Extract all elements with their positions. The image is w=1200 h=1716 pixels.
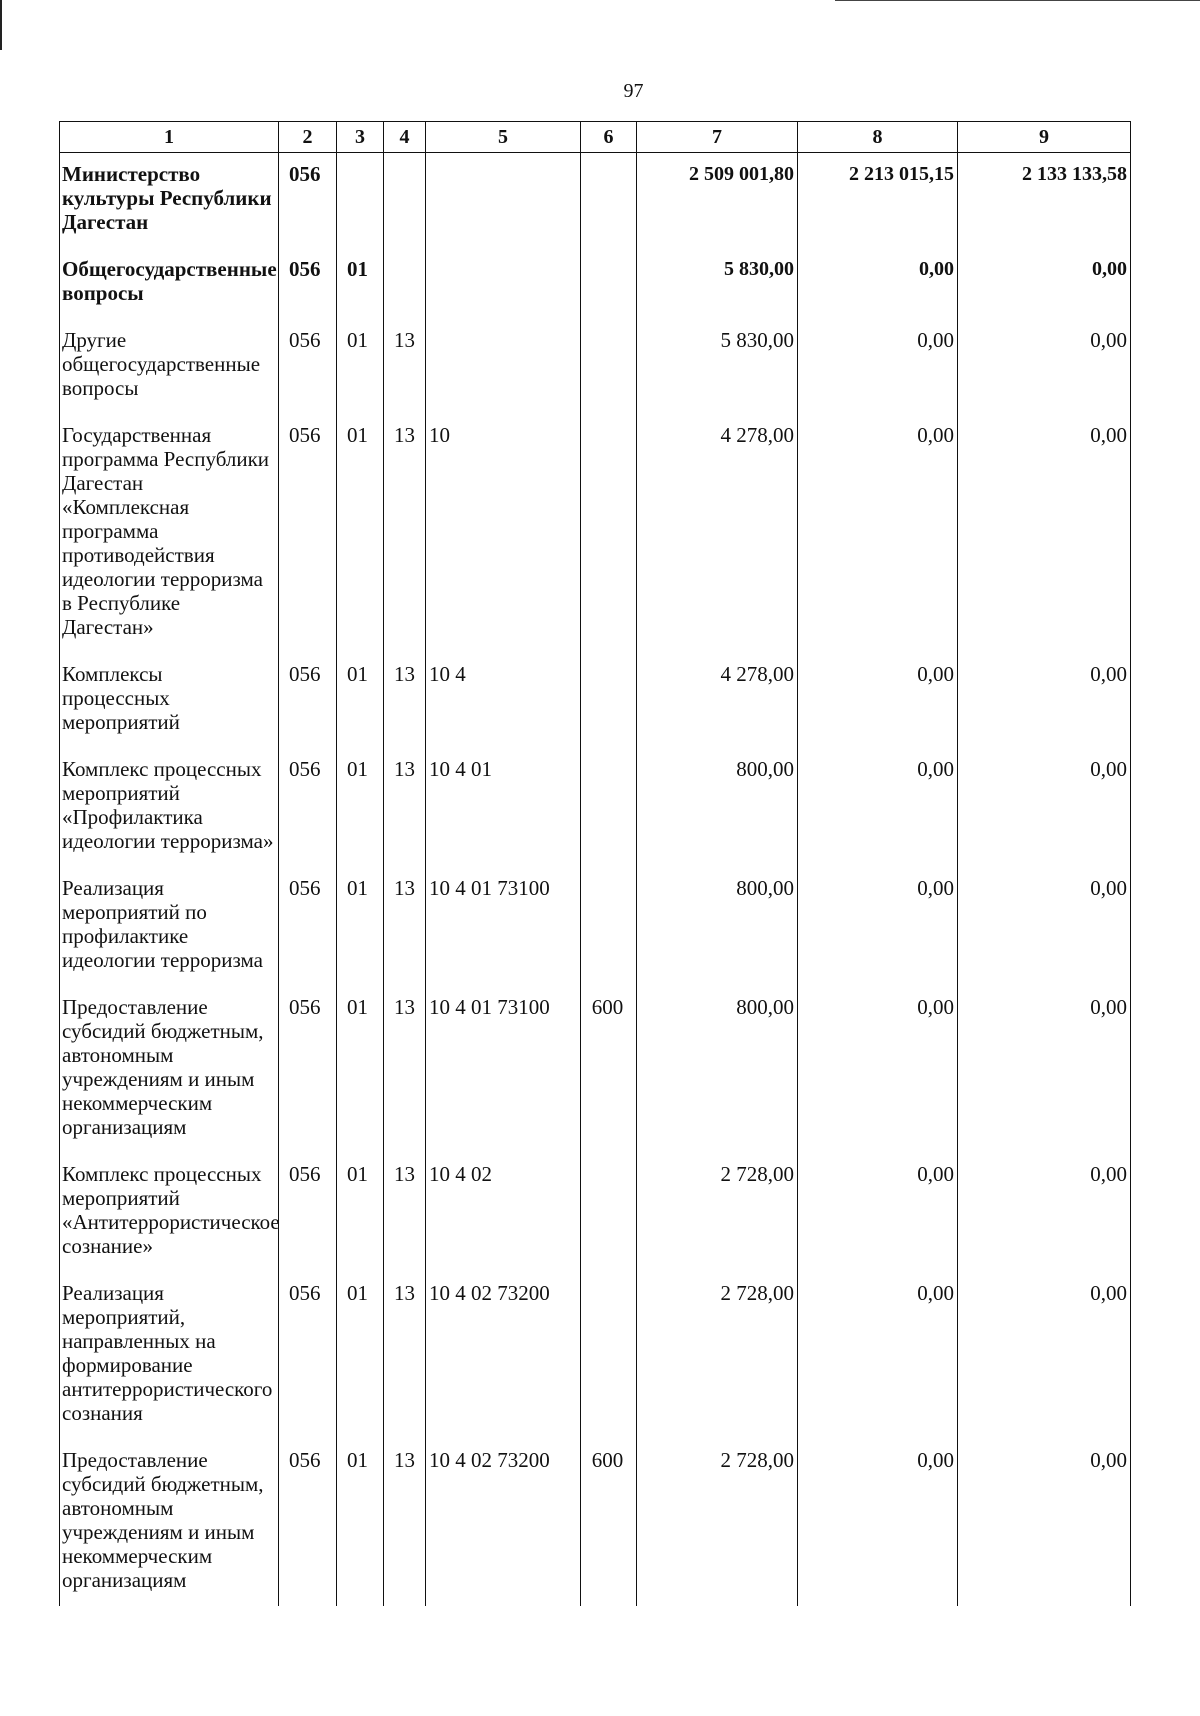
- row-amount-7: 4 278,00: [637, 414, 798, 653]
- row-amount-9: 0,00: [958, 414, 1131, 653]
- row-code-3: 01: [337, 414, 384, 653]
- row-code-3: 01: [337, 748, 384, 867]
- row-amount-8: 0,00: [798, 867, 958, 986]
- header-col-8: 8: [798, 122, 958, 153]
- row-code-5: 10 4 02 73200: [426, 1272, 581, 1439]
- row-code-5: 10 4 01 73100: [426, 986, 581, 1153]
- table-row: [60, 1272, 1131, 1439]
- row-code-3: 01: [337, 1153, 384, 1272]
- scan-top-rule: [835, 0, 1200, 1]
- row-amount-8: 0,00: [798, 653, 958, 748]
- row-code-2: 056: [279, 248, 337, 319]
- row-code-3: 01: [337, 1439, 384, 1606]
- row-amount-9: 2 133 133,58: [958, 153, 1131, 249]
- row-amount-7: 800,00: [637, 986, 798, 1153]
- header-col-6: 6: [581, 122, 637, 153]
- row-amount-7: 5 830,00: [637, 319, 798, 414]
- row-amount-9: 0,00: [958, 653, 1131, 748]
- header-col-1: 1: [60, 122, 279, 153]
- row-code-5: [426, 319, 581, 414]
- table-row: [60, 1439, 1131, 1606]
- row-amount-8: 0,00: [798, 986, 958, 1153]
- budget-table: [59, 121, 1131, 1606]
- row-name: Предоставление субсидий бюджетным, автономным учреждениям и иным некоммерческим организациям: [60, 1439, 279, 1606]
- row-code-6: [581, 248, 637, 319]
- row-code-5: 10 4 02 73200: [426, 1439, 581, 1606]
- table-row: [60, 414, 1131, 653]
- row-code-5: 10 4: [426, 653, 581, 748]
- row-amount-8: 2 213 015,15: [798, 153, 958, 249]
- row-code-5: [426, 248, 581, 319]
- row-code-4: 13: [384, 1272, 426, 1439]
- row-amount-7: 2 728,00: [637, 1272, 798, 1439]
- row-code-4: 13: [384, 867, 426, 986]
- row-name: Общегосударственные вопросы: [60, 248, 279, 319]
- row-code-2: 056: [279, 867, 337, 986]
- row-amount-9: 0,00: [958, 1439, 1131, 1606]
- table-row: [60, 319, 1131, 414]
- row-code-4: 13: [384, 1153, 426, 1272]
- row-code-2: 056: [279, 748, 337, 867]
- row-code-3: 01: [337, 986, 384, 1153]
- row-code-6: [581, 653, 637, 748]
- row-amount-7: 800,00: [637, 867, 798, 986]
- budget-table-container: [59, 121, 1131, 1606]
- row-amount-9: 0,00: [958, 319, 1131, 414]
- header-col-5: 5: [426, 122, 581, 153]
- row-code-3: 01: [337, 867, 384, 986]
- row-code-4: 13: [384, 748, 426, 867]
- row-code-4: 13: [384, 414, 426, 653]
- row-code-2: 056: [279, 653, 337, 748]
- row-code-2: 056: [279, 1439, 337, 1606]
- header-row: [60, 122, 1131, 153]
- row-code-6: 600: [581, 986, 637, 1153]
- row-amount-7: 800,00: [637, 748, 798, 867]
- scan-edge-mark: [0, 0, 2, 50]
- row-amount-8: 0,00: [798, 1439, 958, 1606]
- row-name: Министерство культуры Республики Дагестан: [60, 153, 279, 249]
- row-code-6: [581, 414, 637, 653]
- row-amount-7: 2 728,00: [637, 1153, 798, 1272]
- header-col-2: 2: [279, 122, 337, 153]
- table-row: [60, 153, 1131, 249]
- row-code-2: 056: [279, 1153, 337, 1272]
- table-row: [60, 986, 1131, 1153]
- row-code-6: [581, 319, 637, 414]
- row-code-2: 056: [279, 319, 337, 414]
- row-code-4: 13: [384, 319, 426, 414]
- row-code-2: 056: [279, 986, 337, 1153]
- row-amount-8: 0,00: [798, 319, 958, 414]
- row-amount-9: 0,00: [958, 1153, 1131, 1272]
- header-col-4: 4: [384, 122, 426, 153]
- page-number: 97: [623, 80, 644, 102]
- row-name: Комплекс процессных мероприятий «Профилактика идеологии терроризма»: [60, 748, 279, 867]
- table-body: [60, 153, 1131, 1607]
- row-amount-9: 0,00: [958, 867, 1131, 986]
- row-amount-7: 5 830,00: [637, 248, 798, 319]
- row-code-6: [581, 867, 637, 986]
- table-row: [60, 248, 1131, 319]
- row-code-6: [581, 1153, 637, 1272]
- row-amount-8: 0,00: [798, 248, 958, 319]
- row-amount-7: 2 509 001,80: [637, 153, 798, 249]
- table-row: [60, 1153, 1131, 1272]
- header-col-3: 3: [337, 122, 384, 153]
- row-code-3: 01: [337, 319, 384, 414]
- table-row: [60, 653, 1131, 748]
- row-code-3: 01: [337, 248, 384, 319]
- row-code-3: [337, 153, 384, 249]
- row-code-5: 10: [426, 414, 581, 653]
- row-code-5: 10 4 01 73100: [426, 867, 581, 986]
- row-code-6: [581, 1272, 637, 1439]
- row-name: Государственная программа Республики Дагестан «Комплексная программа противодействия идеологии терроризма в Республике Дагестан»: [60, 414, 279, 653]
- table-row: [60, 867, 1131, 986]
- table-row: [60, 748, 1131, 867]
- row-code-5: 10 4 01: [426, 748, 581, 867]
- row-amount-7: 2 728,00: [637, 1439, 798, 1606]
- row-code-4: [384, 153, 426, 249]
- row-amount-8: 0,00: [798, 414, 958, 653]
- row-amount-8: 0,00: [798, 1272, 958, 1439]
- row-code-4: 13: [384, 653, 426, 748]
- row-amount-9: 0,00: [958, 986, 1131, 1153]
- row-code-6: [581, 748, 637, 867]
- row-code-4: 13: [384, 1439, 426, 1606]
- row-name: Комплексы процессных мероприятий: [60, 653, 279, 748]
- row-code-4: [384, 248, 426, 319]
- row-name: Предоставление субсидий бюджетным, автономным учреждениям и иным некоммерческим организациям: [60, 986, 279, 1153]
- row-code-2: 056: [279, 414, 337, 653]
- row-name: Комплекс процессных мероприятий «Антитеррористическое сознание»: [60, 1153, 279, 1272]
- row-code-2: 056: [279, 153, 337, 249]
- row-name: Реализация мероприятий, направленных на формирование антитеррористического сознания: [60, 1272, 279, 1439]
- row-amount-7: 4 278,00: [637, 653, 798, 748]
- row-code-3: 01: [337, 653, 384, 748]
- row-code-3: 01: [337, 1272, 384, 1439]
- row-code-6: 600: [581, 1439, 637, 1606]
- row-code-5: [426, 153, 581, 249]
- row-name: Реализация мероприятий по профилактике идеологии терроризма: [60, 867, 279, 986]
- row-code-2: 056: [279, 1272, 337, 1439]
- row-code-6: [581, 153, 637, 249]
- row-amount-8: 0,00: [798, 1153, 958, 1272]
- row-amount-9: 0,00: [958, 1272, 1131, 1439]
- row-name: Другие общегосударственные вопросы: [60, 319, 279, 414]
- row-amount-9: 0,00: [958, 248, 1131, 319]
- row-code-5: 10 4 02: [426, 1153, 581, 1272]
- header-col-7: 7: [637, 122, 798, 153]
- row-amount-8: 0,00: [798, 748, 958, 867]
- row-amount-9: 0,00: [958, 748, 1131, 867]
- header-col-9: 9: [958, 122, 1131, 153]
- row-code-4: 13: [384, 986, 426, 1153]
